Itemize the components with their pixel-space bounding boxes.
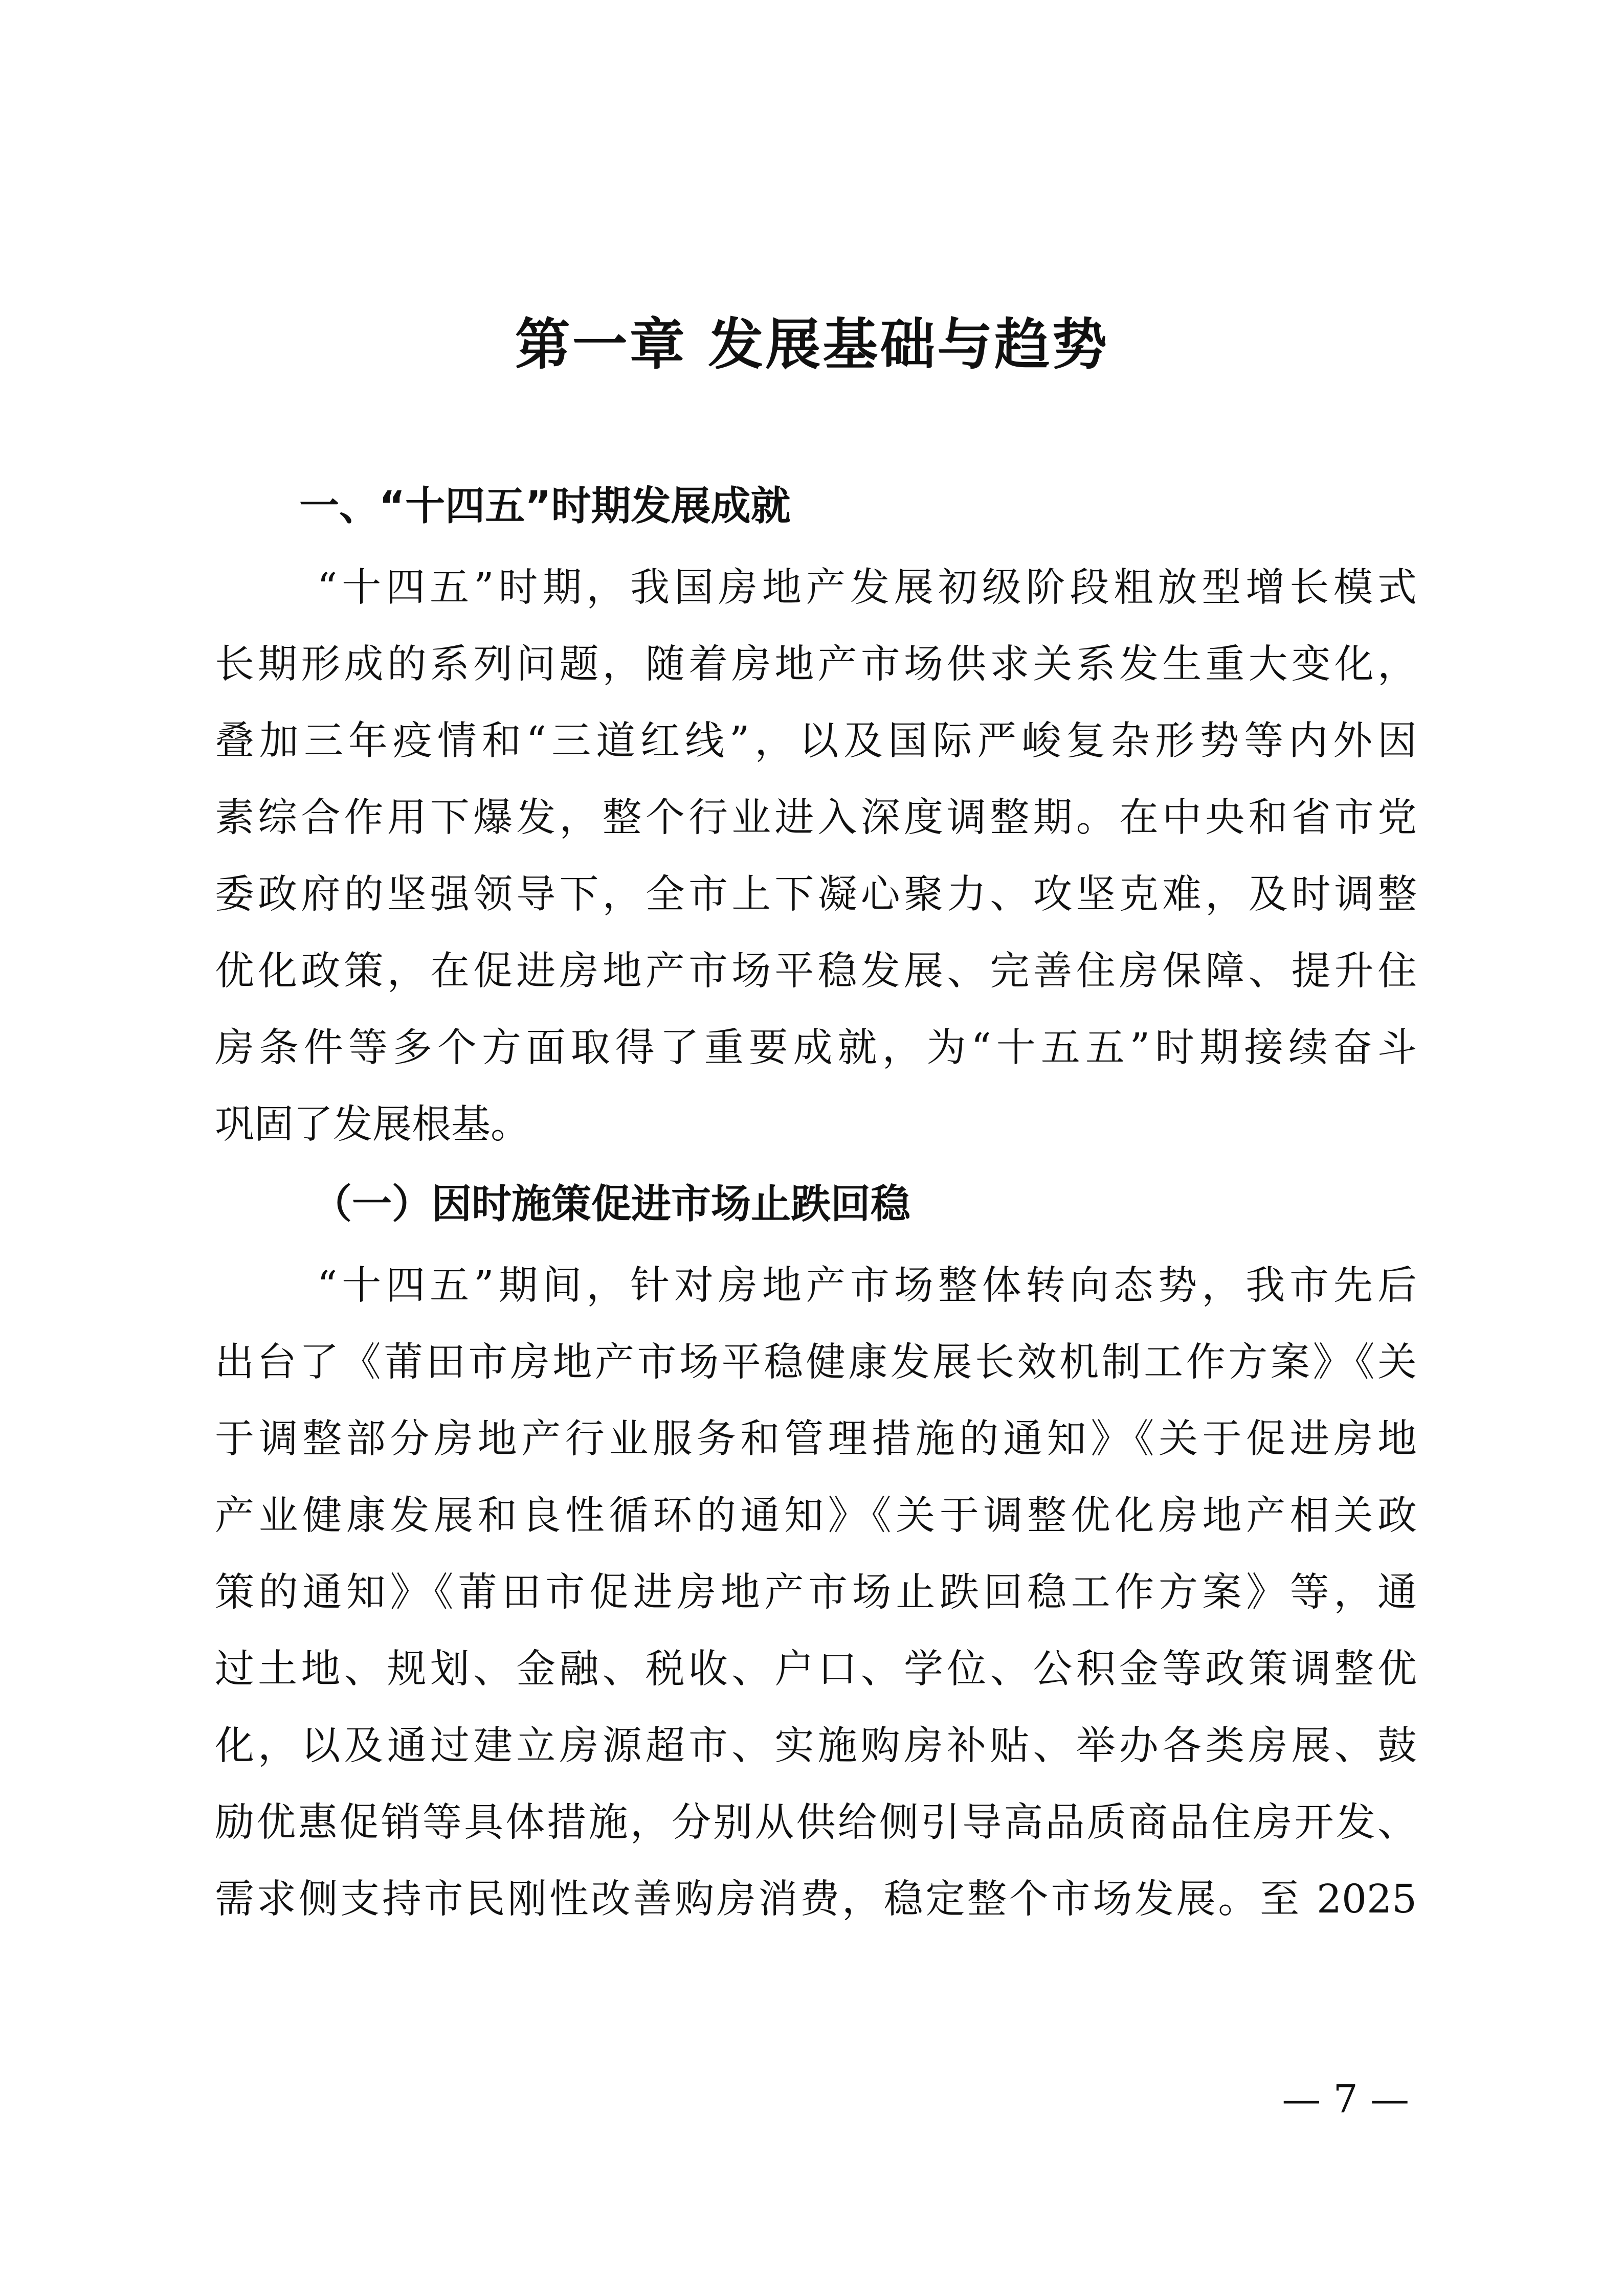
paragraph-line: 委政府的坚强领导下，全市上下凝心聚力、攻坚克难，及时调整 bbox=[215, 872, 1417, 917]
paragraph-line: 过土地、规划、金融、税收、户口、学位、公积金等政策调整优 bbox=[215, 1647, 1417, 1692]
subsection-heading: （一）因时施策促进市场止跌回稳 bbox=[312, 1181, 911, 1227]
paragraph-line: 巩固了发展根基。 bbox=[215, 1102, 530, 1147]
paragraph-line: “十四五”期间，针对房地产市场整体转向态势，我市先后 bbox=[317, 1263, 1417, 1309]
paragraph-line: 需求侧支持市民刚性改善购房消费，稳定整个市场发展。至 2025 bbox=[215, 1877, 1417, 1922]
paragraph-line: 于调整部分房地产行业服务和管理措施的通知》《关于促进房地 bbox=[215, 1416, 1417, 1462]
paragraph-line: 房条件等多个方面取得了重要成就，为“十五五”时期接续奋斗 bbox=[215, 1025, 1417, 1071]
paragraph-line: 出台了《莆田市房地产市场平稳健康发展长效机制工作方案》《关 bbox=[215, 1340, 1417, 1385]
paragraph-line: 叠加三年疫情和“三道红线”，以及国际严峻复杂形势等内外因 bbox=[215, 718, 1417, 764]
paragraph-line: 励优惠促销等具体措施，分别从供给侧引导高品质商品住房开发、 bbox=[215, 1800, 1417, 1845]
paragraph-line: “十四五”时期，我国房地产发展初级阶段粗放型增长模式 bbox=[317, 565, 1417, 611]
section-heading: 一、“十四五”时期发展成就 bbox=[299, 483, 791, 529]
paragraph-line: 策的通知》《莆田市促进房地产市场止跌回稳工作方案》等，通 bbox=[215, 1570, 1417, 1615]
chapter-title: 第一章 发展基础与趋势 bbox=[515, 313, 1109, 377]
paragraph-line: 素综合作用下爆发，整个行业进入深度调整期。在中央和省市党 bbox=[215, 795, 1417, 841]
page-number: — 7 — bbox=[1282, 2076, 1409, 2122]
paragraph-line: 化，以及通过建立房源超市、实施购房补贴、举办各类房展、鼓 bbox=[215, 1723, 1417, 1769]
paragraph-line: 产业健康发展和良性循环的通知》《关于调整优化房地产相关政 bbox=[215, 1493, 1417, 1539]
paragraph-line: 优化政策，在促进房地产市场平稳发展、完善住房保障、提升住 bbox=[215, 949, 1417, 994]
paragraph-line: 长期形成的系列问题，随着房地产市场供求关系发生重大变化， bbox=[215, 642, 1417, 687]
